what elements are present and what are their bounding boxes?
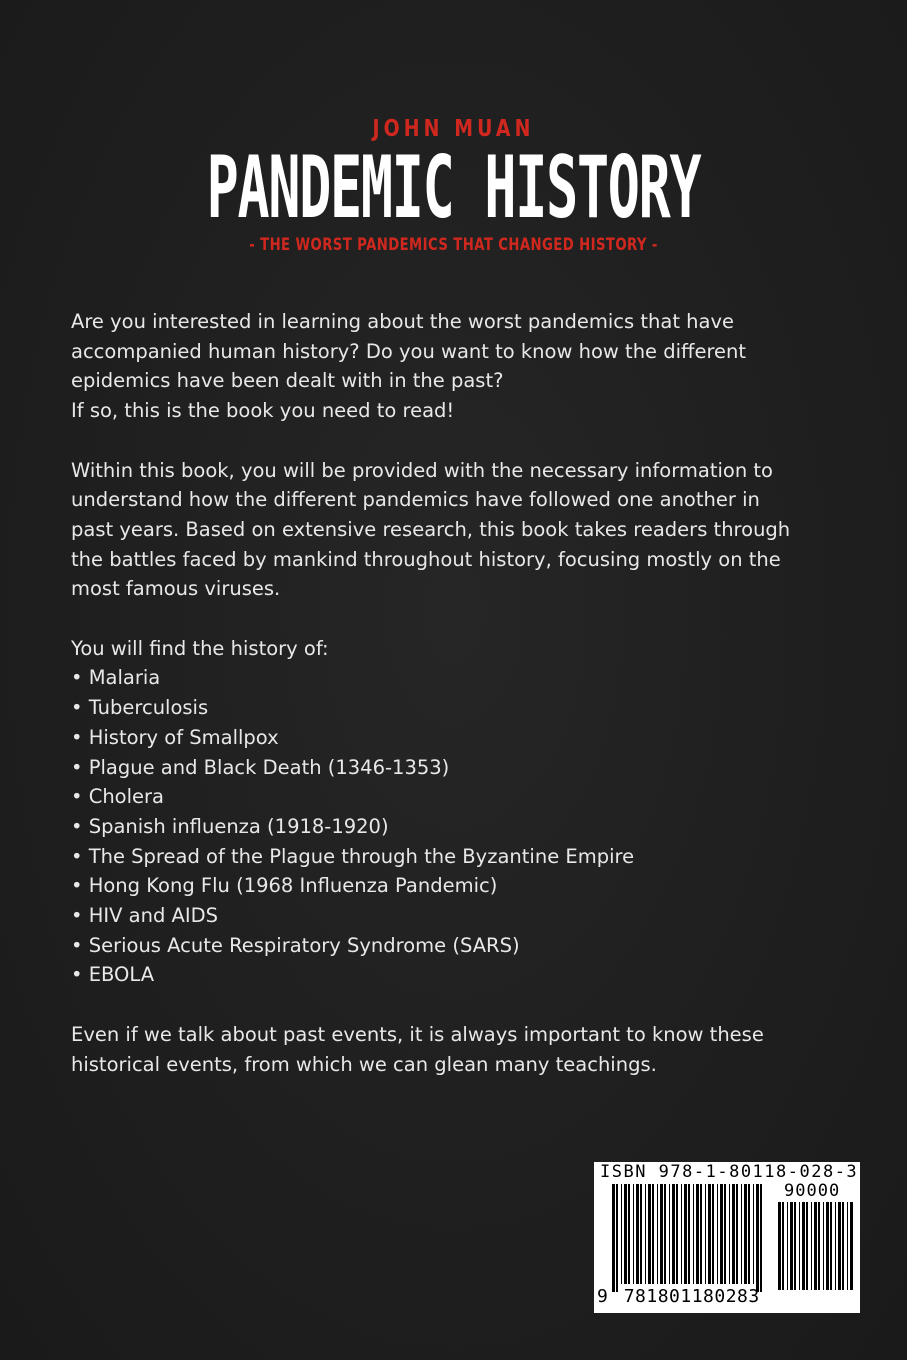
barcode-bar (640, 1184, 642, 1284)
barcode-bar (782, 1202, 784, 1290)
barcode-bar (664, 1184, 666, 1284)
barcode-bar (652, 1184, 654, 1284)
description-line: most famous viruses. (71, 577, 281, 601)
barcode-bar (681, 1184, 682, 1284)
barcode-bar (657, 1184, 658, 1284)
barcode-bar (794, 1202, 796, 1290)
barcode-bar (787, 1202, 788, 1290)
barcode-bar (826, 1202, 829, 1290)
intro-line: epidemics have been dealt with in the past? (71, 369, 504, 393)
barcode-bar (802, 1202, 805, 1290)
barcode-bar (660, 1184, 663, 1284)
barcode-bar (850, 1202, 853, 1290)
barcode-bar (684, 1184, 687, 1284)
barcode-bar (672, 1184, 675, 1284)
intro-line: If so, this is the book you need to read! (71, 399, 455, 423)
barcode-bar (724, 1184, 726, 1284)
price-code: 90000 (784, 1181, 841, 1201)
barcode-bar (624, 1184, 627, 1284)
ean-remaining-digits: 781801180283 (623, 1286, 760, 1307)
pandemic-list (71, 663, 831, 990)
description-line: the battles faced by mankind throughout history, focusing mostly on the (71, 547, 781, 571)
barcode-bar (696, 1184, 699, 1284)
barcode-bar (717, 1184, 718, 1284)
list-item: • Serious Acute Respiratory Syndrome (SARS) (71, 933, 520, 957)
author-name: JOHN MUAN (372, 116, 535, 142)
isbn-barcode (594, 1162, 860, 1313)
ean-first-digit: 9 (597, 1286, 609, 1307)
barcode-bar (760, 1184, 762, 1292)
barcode-bar (621, 1184, 622, 1284)
intro-line: accompanied human history? Do you want to know how the different (71, 339, 747, 363)
barcode-bar (799, 1202, 800, 1290)
list-item: • EBOLA (71, 963, 155, 987)
barcode-bar (744, 1184, 747, 1284)
barcode-bar (732, 1184, 735, 1284)
list-item: • The Spread of the Plague through the Byzantine Empire (71, 844, 635, 868)
intro-line: Are you interested in learning about the worst pandemics that have (71, 310, 735, 333)
barcode-bar (612, 1184, 615, 1292)
barcode-bar (688, 1184, 690, 1284)
barcode-bar (835, 1202, 836, 1290)
barcode-bar (806, 1202, 808, 1290)
barcode-bar (676, 1184, 678, 1284)
barcode-bar (741, 1184, 742, 1284)
barcode-bar (636, 1184, 639, 1284)
barcode-bar (633, 1184, 634, 1284)
barcode-bar (648, 1184, 651, 1284)
description-line: understand how the different pandemics have followed one another in (71, 488, 760, 512)
list-item: • Tuberculosis (71, 696, 209, 720)
list-item: • Plague and Black Death (1346-1353) (71, 755, 450, 779)
barcode-bar (645, 1184, 646, 1284)
barcode-bar (700, 1184, 702, 1284)
list-item: • Spanish influenza (1918-1920) (71, 814, 389, 838)
barcode-bar (753, 1184, 754, 1284)
description-line: past years. Based on extensive research, this book takes readers through (71, 517, 791, 541)
barcode-bar (847, 1202, 848, 1290)
closing-line: historical events, from which we can glean many teachings. (71, 1052, 657, 1076)
barcode-bar (708, 1184, 711, 1284)
barcode-bar (693, 1184, 694, 1284)
barcode-bar (669, 1184, 670, 1284)
list-item: • Cholera (71, 785, 164, 809)
barcode-bar (736, 1184, 738, 1284)
list-item: • HIV and AIDS (71, 904, 219, 928)
book-title: PANDEMIC HISTORY (206, 138, 701, 238)
barcode-bar (814, 1202, 817, 1290)
list-item: • Hong Kong Flu (1968 Influenza Pandemic) (71, 874, 498, 898)
blurb (71, 307, 831, 1079)
list-item: • History of Smallpox (71, 725, 279, 749)
barcode-bar (756, 1184, 759, 1292)
barcode-bar (778, 1202, 781, 1290)
barcode-bar (790, 1202, 793, 1290)
barcode-bar (830, 1202, 832, 1290)
list-heading: You will find the history of: (71, 636, 329, 660)
barcode-bar (712, 1184, 714, 1284)
barcode-bar (628, 1184, 630, 1284)
barcode-bar (838, 1202, 841, 1290)
barcode-bar (842, 1202, 844, 1290)
barcode-bar (811, 1202, 812, 1290)
barcode-bar (616, 1184, 618, 1292)
closing-line: Even if we talk about past events, it is always important to know these (71, 1022, 764, 1046)
barcode-bar (818, 1202, 820, 1290)
description-line: Within this book, you will be provided with the necessary information to (71, 458, 773, 482)
book-subtitle: - THE WORST PANDEMICS THAT CHANGED HISTORY - (249, 235, 658, 255)
barcode-bar (729, 1184, 730, 1284)
isbn-number: ISBN 978-1-80118-028-3 (600, 1162, 859, 1182)
barcode-bar (705, 1184, 706, 1284)
barcode-bar (748, 1184, 750, 1284)
barcode-bar (720, 1184, 723, 1284)
barcode-bar (823, 1202, 824, 1290)
ean-digits (597, 1286, 760, 1307)
list-item: • Malaria (71, 666, 161, 690)
